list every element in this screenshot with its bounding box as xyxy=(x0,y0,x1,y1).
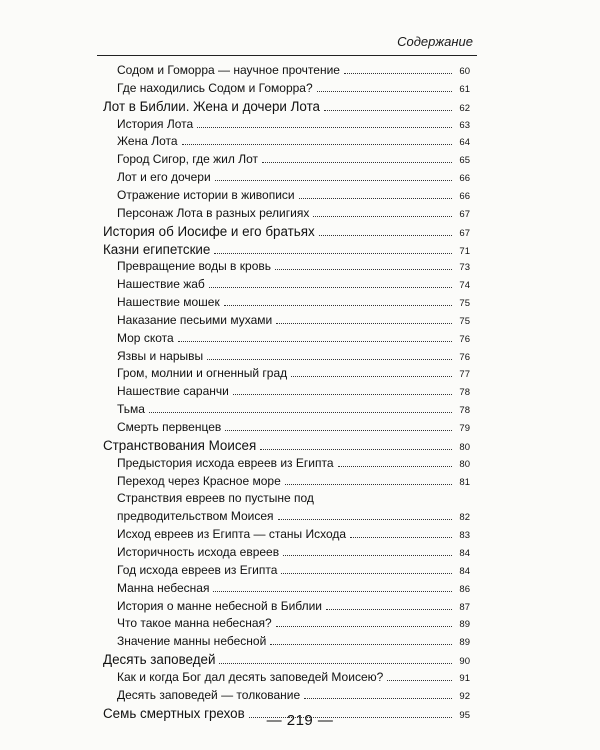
toc-entry-page: 90 xyxy=(459,656,470,668)
toc-entry-title: Лот в Библии. Жена и дочери Лота xyxy=(103,98,320,114)
dot-leader xyxy=(215,180,452,181)
toc-section-entry xyxy=(103,224,470,239)
toc-subentry xyxy=(117,384,470,398)
toc-entry-page: 86 xyxy=(459,583,470,595)
toc-section-entry xyxy=(103,242,470,257)
toc-entry-page: 66 xyxy=(459,190,470,202)
toc-subentry xyxy=(117,349,470,363)
toc-entry-title: Семь смертных грехов xyxy=(103,705,245,721)
toc-entry-page: 64 xyxy=(459,137,470,149)
toc-entry-page: 76 xyxy=(459,333,470,345)
toc-entry-title: Нашествие саранчи xyxy=(117,384,229,399)
toc-subentry xyxy=(117,581,470,595)
dot-leader xyxy=(262,162,452,163)
dot-leader xyxy=(317,91,452,92)
toc-entry-page: 65 xyxy=(459,155,470,167)
toc-entry-title: Где находились Содом и Гоморра? xyxy=(117,80,313,95)
toc-entry-title: Мор скота xyxy=(117,330,174,345)
toc-section-entry xyxy=(103,99,470,114)
toc-entry-page: 75 xyxy=(459,315,470,327)
toc-entry-title: Как и когда Бог дал десять заповедей Моисею? xyxy=(117,669,384,684)
dot-leader xyxy=(285,484,452,485)
toc-entry-title: Странствия евреев по пустыне под xyxy=(117,491,314,506)
toc-entry-page: 74 xyxy=(459,280,470,292)
toc-subentry xyxy=(117,188,470,202)
toc-subentry xyxy=(117,545,470,559)
toc-subentry xyxy=(117,170,470,184)
toc-entry-page: 75 xyxy=(459,298,470,310)
toc-entry-page: 78 xyxy=(459,405,470,417)
toc-subentry xyxy=(117,366,470,380)
toc-entry-title: Лот и его дочери xyxy=(117,170,211,185)
toc-subentry xyxy=(117,81,470,95)
dot-leader xyxy=(182,144,452,145)
dot-leader xyxy=(281,573,452,574)
toc-entry-title: История Лота xyxy=(117,116,194,131)
toc-subentry xyxy=(117,63,470,77)
toc-entry-title: Десять заповедей xyxy=(103,652,216,668)
toc-entry-title: Жена Лота xyxy=(117,134,178,149)
toc-entry-title: Манна небесная xyxy=(117,580,210,595)
toc-entry-title: Гром, молнии и огненный град xyxy=(117,366,288,381)
toc-entry-title: Тьма xyxy=(117,402,145,417)
toc-entry-title: Значение манны небесной xyxy=(117,634,267,649)
toc-subentry xyxy=(117,527,470,541)
dot-leader xyxy=(324,110,452,111)
toc-entry-title: Историчность исхода евреев xyxy=(117,544,280,559)
toc-entry-page: 84 xyxy=(459,547,470,559)
toc-entry-page: 78 xyxy=(459,387,470,399)
toc-entry-title: История о манне небесной в Библии xyxy=(117,598,323,613)
toc-subentry xyxy=(117,599,470,613)
toc-entry-title: Нашествие мошек xyxy=(117,295,220,310)
toc-entry-page: 92 xyxy=(459,690,470,702)
toc-entry-page: 82 xyxy=(459,512,470,524)
dot-leader xyxy=(304,698,452,699)
header-rule xyxy=(97,55,477,56)
toc-entry-title: Город Сигор, где жил Лот xyxy=(117,152,258,167)
toc-entry-page: 77 xyxy=(459,369,470,381)
dot-leader xyxy=(344,73,452,74)
toc-entry-title: Что такое манна небесная? xyxy=(117,616,272,631)
toc-entry-title: Отражение истории в живописи xyxy=(117,187,295,202)
toc-subentry xyxy=(117,563,470,577)
toc-subentry xyxy=(117,509,470,523)
page-number: — 219 — xyxy=(266,712,334,729)
dot-leader xyxy=(224,305,452,306)
toc-entry-title: Десять заповедей — толкование xyxy=(117,687,301,702)
toc-subentry xyxy=(117,295,470,309)
toc-section-entry xyxy=(103,438,470,453)
dot-leader xyxy=(276,626,452,627)
toc-entry-title: Персонаж Лота в разных религиях xyxy=(117,205,310,220)
toc-entry-page: 84 xyxy=(459,565,470,577)
toc-entry-page: 67 xyxy=(459,208,470,220)
toc-subentry xyxy=(117,491,470,505)
dot-leader xyxy=(299,198,452,199)
toc-entry-page: 73 xyxy=(459,262,470,274)
toc-entry-page: 79 xyxy=(459,423,470,434)
dot-leader xyxy=(178,341,452,342)
dot-leader xyxy=(283,555,452,556)
dot-leader xyxy=(219,663,452,664)
toc-subentry xyxy=(117,331,470,345)
dot-leader xyxy=(213,591,452,592)
toc-entry-page: 66 xyxy=(459,173,470,185)
toc-subentry xyxy=(117,634,470,648)
dot-leader xyxy=(214,253,452,254)
toc-entry-title: Язвы и нарывы xyxy=(117,348,204,363)
dot-leader xyxy=(350,537,452,538)
toc-entry-title: Казни египетские xyxy=(103,241,211,257)
toc-entry-page: 62 xyxy=(459,102,470,114)
toc-entry-title: Странствования Моисея xyxy=(103,437,257,453)
dot-leader xyxy=(319,235,452,236)
toc-entry-title: История об Иосифе и его братьях xyxy=(103,223,315,239)
toc-entry-page: 91 xyxy=(459,672,470,684)
dot-leader xyxy=(276,323,452,324)
dot-leader xyxy=(278,519,452,520)
dot-leader xyxy=(197,127,452,128)
toc-subentry xyxy=(117,134,470,148)
dot-leader xyxy=(233,394,452,395)
dot-leader xyxy=(275,269,452,270)
dot-leader xyxy=(326,609,452,610)
toc-entry-page: 95 xyxy=(459,709,470,721)
toc-entry-page: 83 xyxy=(459,530,470,542)
toc-entry-page: 63 xyxy=(459,119,470,131)
toc-entry-title: Наказание песьими мухами xyxy=(117,312,273,327)
toc-subentry xyxy=(117,456,470,470)
toc-section-entry xyxy=(103,652,470,667)
toc-entry-title: Переход через Красное море xyxy=(117,473,281,488)
toc-entry-page: 80 xyxy=(459,458,470,470)
toc-entry-page: 60 xyxy=(459,66,470,77)
toc-subentry xyxy=(117,259,470,273)
dot-leader xyxy=(291,376,452,377)
running-head: Содержание xyxy=(397,34,473,49)
dot-leader xyxy=(149,412,452,413)
toc-entry-page: 81 xyxy=(459,476,470,488)
dot-leader xyxy=(225,430,452,431)
toc-subentry xyxy=(117,117,470,131)
toc-entry-page: 67 xyxy=(459,227,470,239)
toc-entry-page: 87 xyxy=(459,601,470,613)
toc-entry-title: Смерть первенцев xyxy=(117,420,222,434)
dot-leader xyxy=(270,644,452,645)
toc-subentry xyxy=(117,420,470,434)
dot-leader xyxy=(260,449,452,450)
toc-entry-page: 71 xyxy=(459,245,470,257)
dot-leader xyxy=(209,287,452,288)
toc-entry-title: Превращение воды в кровь xyxy=(117,259,271,274)
toc-entry-page: 61 xyxy=(459,83,470,95)
toc-entry-title: Предыстория исхода евреев из Египта xyxy=(117,455,334,470)
dot-leader xyxy=(338,466,452,467)
toc-entry-page: 89 xyxy=(459,637,470,649)
toc-subentry xyxy=(117,688,470,702)
toc-subentry xyxy=(117,313,470,327)
toc-subentry xyxy=(117,616,470,630)
toc-subentry xyxy=(117,206,470,220)
dot-leader xyxy=(313,216,452,217)
toc-entry-page: 80 xyxy=(459,441,470,453)
toc-entry-title: Нашествие жаб xyxy=(117,277,205,292)
toc-subentry xyxy=(117,670,470,684)
toc-subentry xyxy=(117,402,470,416)
toc-entry-title: Год исхода евреев из Египта xyxy=(117,562,278,577)
toc-entry-title: предводительством Моисея xyxy=(117,509,274,524)
dot-leader xyxy=(387,680,452,681)
toc-subentry xyxy=(117,474,470,488)
toc-entry-page: 89 xyxy=(459,619,470,631)
toc-subentry xyxy=(117,152,470,166)
toc-entry-title: Исход евреев из Египта — станы Исхода xyxy=(117,527,347,542)
toc-entry-page: 76 xyxy=(459,351,470,363)
dot-leader xyxy=(207,359,452,360)
toc-entry-title: Содом и Гоморра — научное прочтение xyxy=(117,63,340,77)
toc-subentry xyxy=(117,277,470,291)
